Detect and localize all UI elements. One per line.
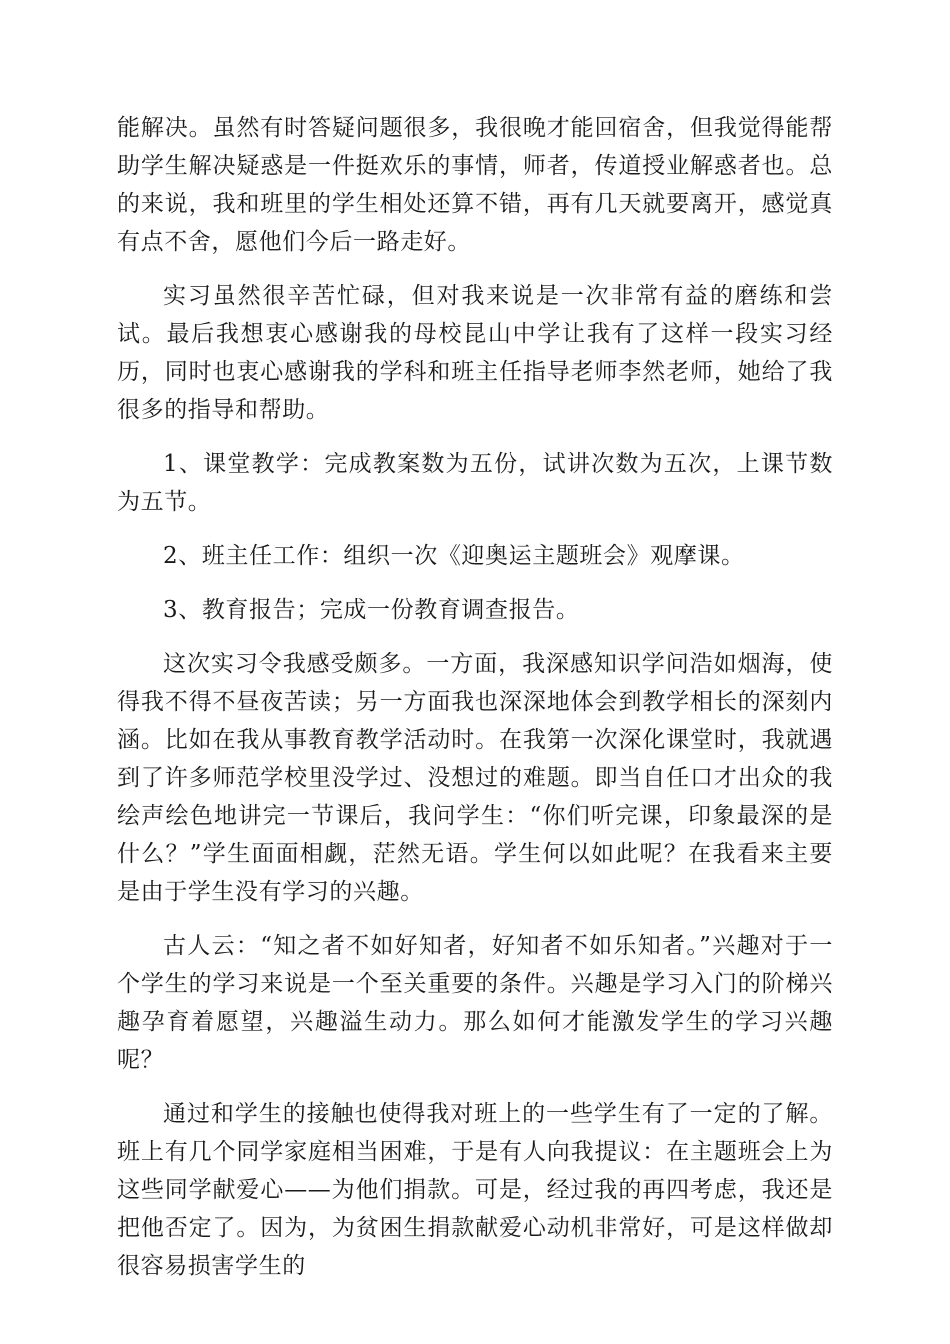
list-item-class-teacher-work: 2、班主任工作：组织一次《迎奥运主题班会》观摩课。 — [163, 543, 745, 569]
paragraph-quote-interest: 古人云：“知之者不如好知者，好知者不如乐知者。”兴趣对于一个学生的学习来说是一个至关重要的条件。兴趣是学习入门的阶梯兴趣孕育着愿望，兴趣溢生动力。那么如何才能激发学生的学习兴趣呢？ — [117, 933, 833, 1073]
paragraph-reflection: 这次实习令我感受颇多。一方面，我深感知识学问浩如烟海，使得我不得不昼夜苦读；另一方面我也深深地体会到教学相长的深刻内涵。比如在我从事教育教学活动时。在我第一次深化课堂时，我就遇到了许多师范学校里没学过、没想过的难题。即当自任口才出众的我绘声绘色地讲完一节课后，我问学生：“你们听完课，印象最深的是什么？”学生面面相觑，茫然无语。学生何以如此呢？在我看来主要是由于学生没有学习的兴趣。 — [117, 651, 833, 905]
list-item-classroom-teaching: 1、课堂教学：完成教案数为五份，试讲次数为五次，上课节数为五节。 — [117, 451, 833, 515]
list-item-education-report: 3、教育报告；完成一份教育调查报告。 — [163, 597, 580, 623]
paragraph-students-donation: 通过和学生的接触也使得我对班上的一些学生有了一定的了解。班上有几个同学家庭相当困难，于是有人向我提议：在主题班会上为这些同学献爱心——为他们捐款。可是，经过我的再四考虑，我还是把他否定了。因为，为贫困生捐款献爱心动机非常好，可是这样做却很容易损害学生的 — [117, 1101, 833, 1279]
paragraph-continuation: 能解决。虽然有时答疑问题很多，我很晚才能回宿舍，但我觉得能帮助学生解决疑惑是一件挺欢乐的事情，师者，传道授业解惑者也。总的来说，我和班里的学生相处还算不错，再有几天就要离开，感觉真有点不舍，愿他们今后一路走好。 — [117, 115, 833, 255]
paragraph-thanks: 实习虽然很辛苦忙碌，但对我来说是一次非常有益的磨练和尝试。最后我想衷心感谢我的母校昆山中学让我有了这样一段实习经历，同时也衷心感谢我的学科和班主任指导老师李然老师，她给了我很多的指导和帮助。 — [117, 283, 833, 423]
document-body — [117, 109, 833, 1301]
